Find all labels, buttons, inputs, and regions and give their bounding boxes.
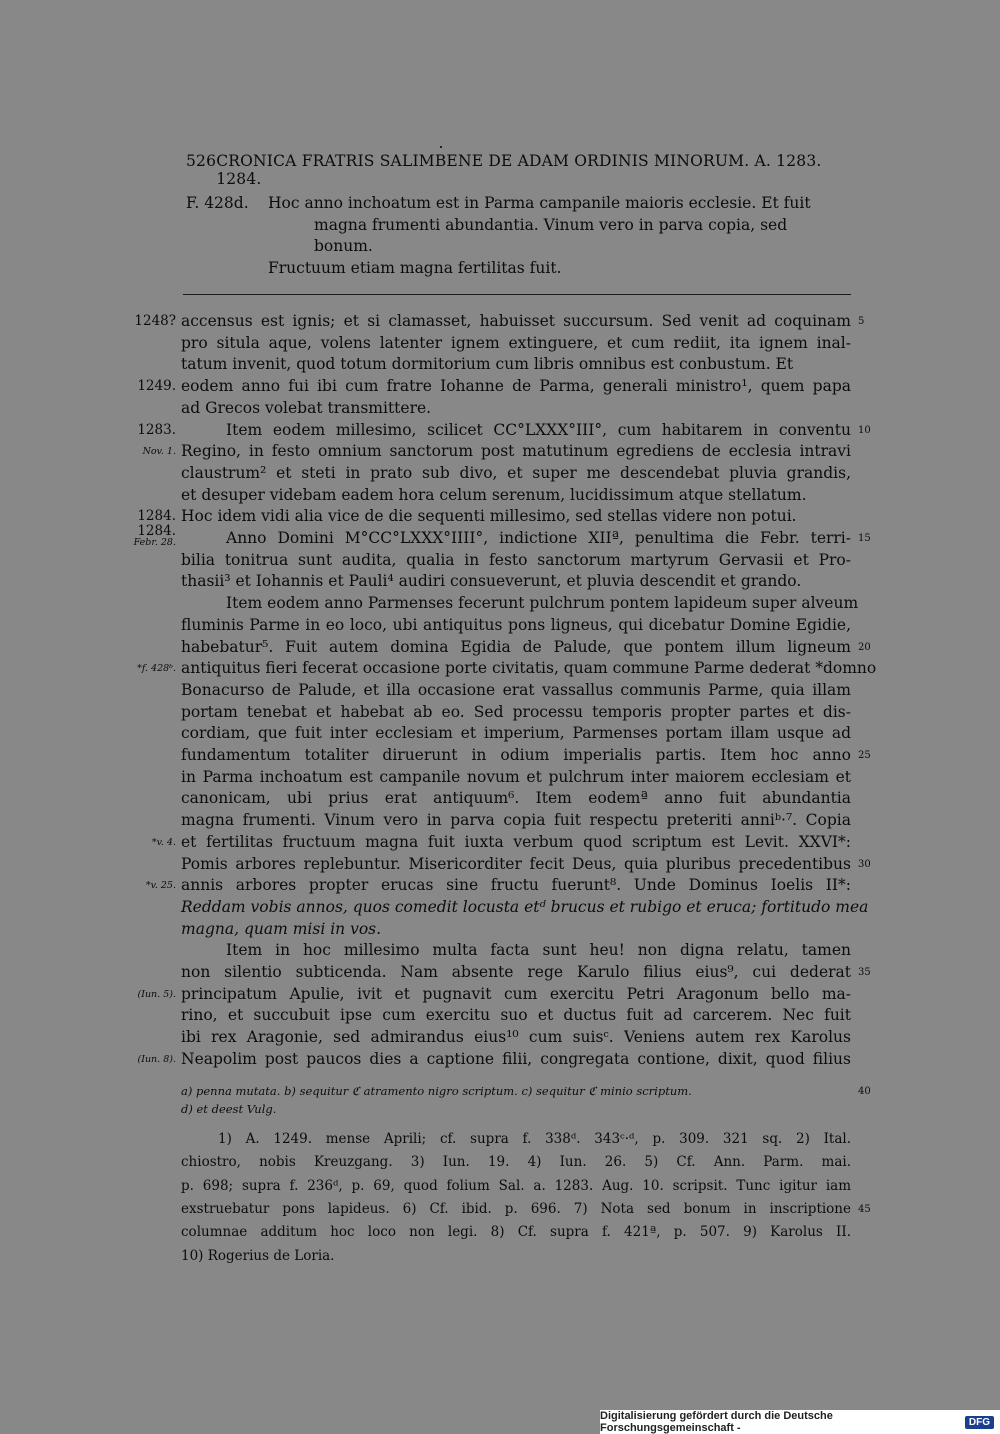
margin-note: *v. 4. <box>151 836 176 848</box>
line-number: 25 <box>858 750 871 761</box>
text-line: Pomis arbores replebuntur. Misericorditer fecit Deus, quia pluribus precedentibus <box>181 854 851 873</box>
text-line: Bonacurso de Palude, et illa occasione erat vassallus communis Parme, quia illam <box>181 680 851 699</box>
footnote-line: 10) Rogerius de Loria. <box>181 1247 335 1264</box>
credit-text: Digitalisierung gefördert durch die Deutsche Forschungsgemeinschaft - <box>600 1410 833 1434</box>
separator-rule <box>183 294 851 295</box>
line-number: 15 <box>858 533 871 544</box>
text-line: Item eodem anno Parmenses fecerunt pulchrum pontem lapideum super alveum <box>226 594 859 613</box>
credit-bar <box>600 1410 1000 1434</box>
text-line: canonicam, ubi prius erat antiquum⁶. Item eodemª anno fuit abundantia <box>181 789 851 808</box>
margin-note: 1284. <box>137 508 176 525</box>
text-line: fundamentum totaliter diruerunt in odium imperialis partis. Item hoc anno <box>181 746 851 764</box>
text-line: et fertilitas fructuum magna fuit iuxta verbum quod scriptum est Levit. XXVI*: <box>181 832 851 851</box>
text-line: et desuper videbam eadem hora celum serenum, lucidissimum atque stellatum. <box>181 485 807 504</box>
footnote-line: p. 698; supra f. 236ᵈ, p. 69, quod folium Sal. a. 1283. Aug. 10. scripsit. Tunc igitur iam <box>181 1177 851 1194</box>
note-line: magna frumenti abundantia. Vinum vero in parva copia, sed <box>314 215 788 234</box>
text-line: accensus est ignis; et si clamasset, habuisset succursum. Sed venit ad coquinam <box>181 312 851 330</box>
note-line: Fructuum etiam magna fertilitas fuit. <box>268 258 562 277</box>
margin-note: 1283. <box>137 421 176 438</box>
margin-note: (Iun. 8). <box>137 1053 176 1065</box>
margin-note: 1284. Febr. 28. <box>133 523 176 548</box>
line-number: 45 <box>858 1203 871 1215</box>
text-line: Regino, in festo omnium sanctorum post matutinum egrediens de ecclesia intravi <box>181 442 851 461</box>
line-number: 40 <box>858 1086 871 1097</box>
text-line: claustrum² et steti in prato sub divo, et super me descendebat pluvia grandis, <box>181 463 851 482</box>
running-title: CRONICA FRATRIS SALIMBENE DE ADAM ORDINIS MINORUM. A. 1283. 1284. <box>216 152 822 188</box>
text-line: eodem anno fui ibi cum fratre Iohanne de Parma, generali ministro¹, quem papa <box>181 377 851 396</box>
text-line: magna, quam misi in vos. <box>181 919 382 938</box>
variant-note-line: d) et deest Vulg. <box>181 1102 277 1116</box>
text-line: in Parma inchoatum est campanile novum et pulchrum inter maiorem ecclesiam et <box>181 767 851 786</box>
margin-note: (Iun. 5). <box>137 988 176 1000</box>
footnote-line: columnae additum hoc loco non legi. 8) Cf. supra f. 421ª, p. 507. 9) Karolus II. <box>181 1224 851 1241</box>
text-line: rino, et succubuit ipse cum exercitu suo et ductus fuit ad carcerem. Nec fuit <box>181 1006 851 1025</box>
text-line: Item eodem millesimo, scilicet CC°LXXX°III°, cum habitarem in conventu <box>226 420 851 439</box>
text-line: ad Grecos volebat transmittere. <box>181 398 432 417</box>
speck <box>440 146 442 148</box>
footnote-line: exstruebatur pons lapideus. 6) Cf. ibid. p. 696. 7) Nota sed bonum in inscriptione <box>181 1200 851 1217</box>
text-line: fluminis Parme in eo loco, ubi antiquitus pons ligneus, qui dicebatur Domine Egidie, <box>181 615 851 634</box>
dfg-logo: DFG <box>965 1416 994 1429</box>
text-line: habebatur⁵. Fuit autem domina Egidia de Palude, que pontem illum ligneum <box>181 637 851 656</box>
footnote-line: chiostro, nobis Kreuzgang. 3) Iun. 19. 4) Iun. 26. 5) Cf. Ann. Parm. mai. <box>181 1154 851 1171</box>
line-number: 30 <box>858 858 871 870</box>
text-line: Item in hoc millesimo multa facta sunt heu! non digna relatu, tamen <box>226 941 851 960</box>
line-number: 20 <box>858 641 871 653</box>
margin-note: *v. 25. <box>145 880 176 892</box>
text-line: cordiam, que fuit inter ecclesiam et imperium, Parmenses portam illam usque ad <box>181 724 851 743</box>
page-number: 526 <box>186 152 217 170</box>
text-line: Anno Domini M°CC°LXXX°IIII°, indictione XIIª, penultima die Febr. terri- <box>226 529 851 547</box>
margin-note: 1248? <box>134 313 176 329</box>
text-line: Reddam vobis annos, quos comedit locusta etᵈ brucus et rubigo et eruca; fortitudo mea <box>181 897 869 916</box>
line-number: 5 <box>858 316 865 327</box>
text-line: pro situla aque, volens latenter ignem extinguere, et cum rediit, ita ignem inal- <box>181 333 851 352</box>
line-number: 35 <box>858 967 871 978</box>
text-line: non silentio subticenda. Nam absente rege Karulo filius eius⁹, cui dederat <box>181 963 851 981</box>
text-line: ibi rex Aragonie, sed admirandus eius¹⁰ cum suisᶜ. Veniens autem rex Karolus <box>181 1028 851 1047</box>
margin-note: *f. 428ᵇ. <box>137 663 176 675</box>
note-reference: F. 428d. <box>186 194 249 212</box>
top-note <box>186 193 856 279</box>
note-line: Hoc anno inchoatum est in Parma campanile maioris ecclesie. Et fuit <box>268 194 811 212</box>
text-line: thasii³ et Iohannis et Pauli⁴ audiri consueverunt, et pluvia descendit et grando. <box>181 572 802 591</box>
variant-note-line: a) penna mutata. b) sequitur ℭ atramento nigro scriptum. c) sequitur ℭ minio scriptum. <box>181 1084 692 1098</box>
text-line: tatum invenit, quod totum dormitorium cum libris omnibus est conbustum. Et <box>181 355 794 374</box>
text-line: annis arbores propter erucas sine fructu fuerunt⁸. Unde Dominus Ioelis II*: <box>181 876 851 895</box>
text-line: magna frumenti. Vinum vero in parva copia fuit respectu preteriti anniᵇ·⁷. Copia <box>181 811 851 830</box>
text-line: antiquitus fieri fecerat occasione porte civitatis, quam commune Parme dederat *domno <box>181 659 877 678</box>
text-line: principatum Apulie, ivit et pugnavit cum exercitu Petri Aragonum bello ma- <box>181 984 851 1003</box>
line-number: 10 <box>858 424 871 436</box>
running-header <box>186 152 856 188</box>
footnote-line: 1) A. 1249. mense Aprili; cf. supra f. 338ᵈ. 343ᶜ·ᵈ, p. 309. 321 sq. 2) Ital. <box>218 1131 851 1147</box>
margin-note: Nov. 1. <box>142 446 176 458</box>
text-line: Hoc idem vidi alia vice de die sequenti millesimo, sed stellas videre non potui. <box>181 507 797 526</box>
margin-note: 1249. <box>137 378 176 395</box>
text-line: Neapolim post paucos dies a captione filii, congregata contione, dixit, quod filius <box>181 1049 851 1068</box>
text-line: portam tenebat et habebat ab eo. Sed processu temporis propter partes et dis- <box>181 702 851 721</box>
note-line: bonum. <box>314 237 373 255</box>
text-line: bilia tonitrua sunt audita, qualia in festo sanctorum martyrum Gervasii et Pro- <box>181 550 851 569</box>
